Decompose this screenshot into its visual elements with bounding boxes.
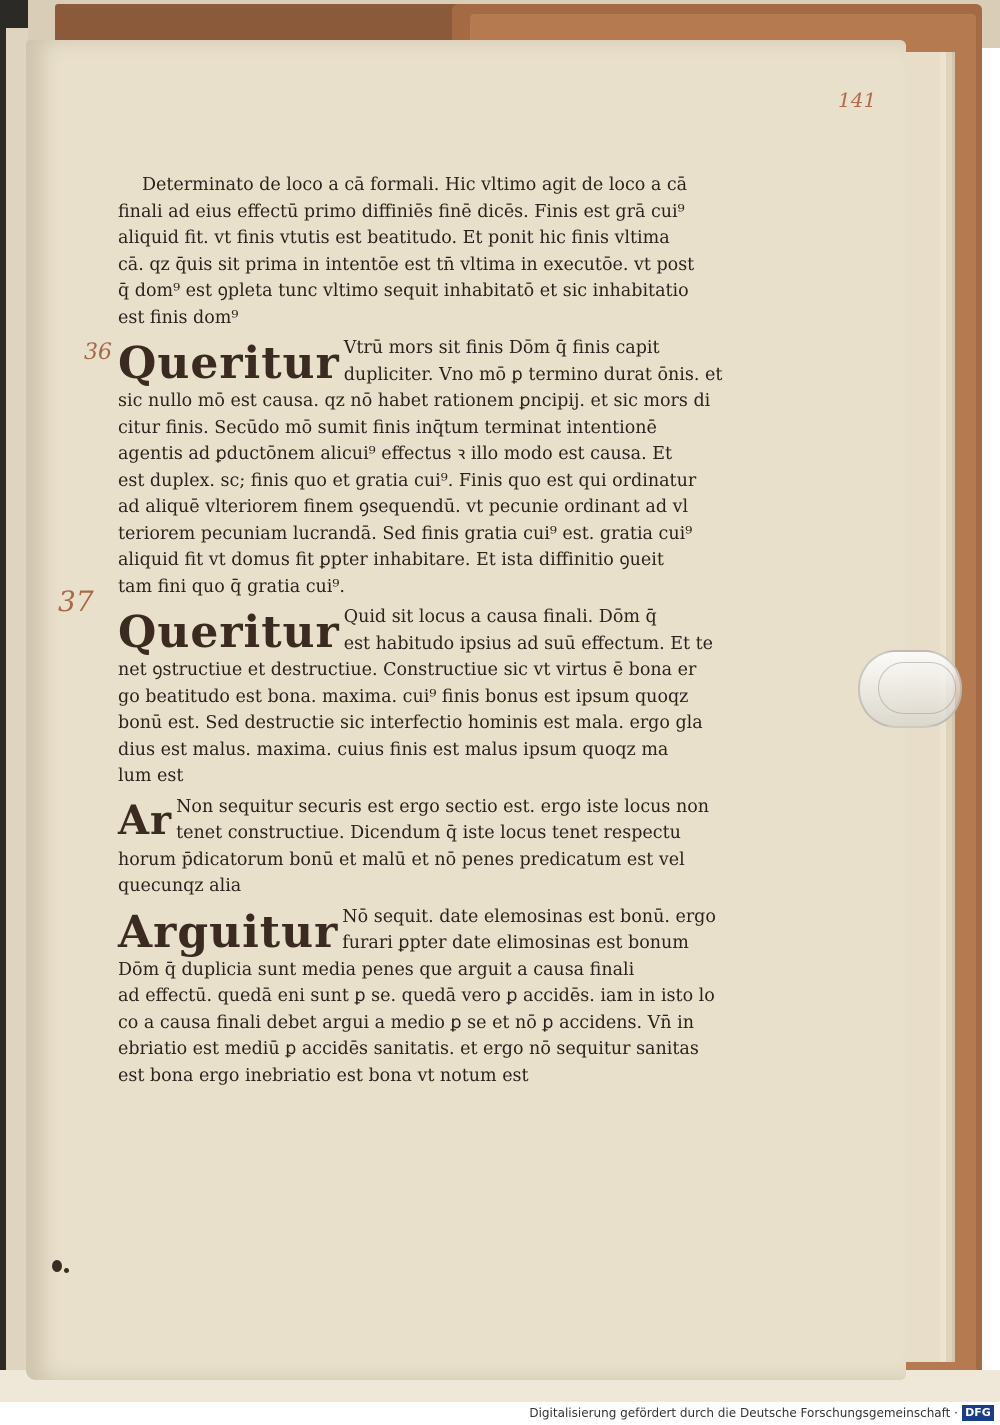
text-line: est duplex. sc; finis quo et gratia cui⁹. Finis quo est qui ordinatur (118, 470, 697, 491)
text-line: ad effectū. quedā eni sunt ꝑ se. quedā vero ꝑ accidēs. iam in isto lo (118, 986, 715, 1006)
text-line: cā. qz q̄uis sit prima in intentōe est tn̄ vltima in executōe. vt post (118, 254, 695, 275)
folio-number: 141 (838, 88, 877, 112)
text-line: furari ꝑpter date elimosinas est bonum (342, 933, 689, 953)
footer-bar (0, 1402, 1000, 1425)
text-line: horum p̄dicatorum bonū et malū et nō penes predicatum est vel (118, 849, 685, 870)
dfg-logo-icon: DFG (962, 1405, 994, 1421)
text-line: dius est malus. maxima. cuius finis est malus ipsum quoqz ma (118, 739, 669, 760)
left-page-sliver (6, 28, 28, 1398)
question-2 (118, 604, 713, 790)
objection-ar (118, 794, 710, 900)
objection-arguitur (118, 904, 716, 1090)
text-line: est bona ergo inebriatio est bona vt notum est (118, 1065, 529, 1086)
text-line: tenet constructiue. Dicendum q̄ iste locus tenet respectu (176, 823, 681, 843)
text-line: est finis dom⁹ (118, 307, 239, 328)
text-line: sic nullo mō est causa. qz nō habet rationem ꝑncipij. et sic mors di (118, 391, 711, 411)
text-line: q̄ dom⁹ est ꝯpleta tunc vltimo sequit inhabitatō et sic inhabitatio (118, 281, 689, 301)
text-line: ad aliquē vlteriorem finem ꝯsequendū. vt pecunie ordinant ad vl (118, 497, 689, 517)
text-line: citur finis. Secūdo mō sumit finis inq̄tum terminat intentionē (118, 417, 657, 438)
text-line: finali ad eius effectū primo diffiniēs finē dicēs. Finis est grā cui⁹ (118, 201, 685, 222)
question-1 (118, 335, 723, 600)
initial-queritur: Queritur (118, 338, 340, 389)
text-line: go beatitudo est bona. maxima. cui⁹ finis bonus est ipsum quoqz (118, 686, 689, 707)
text-line: Non sequitur securis est ergo sectio est. ergo iste locus non (176, 796, 710, 817)
text-line: lum est (118, 766, 184, 786)
text-line: Nō sequit. date elemosinas est bonū. ergo (342, 906, 716, 927)
text-line: agentis ad ꝑductōnem alicui⁹ effectus ꝛ illo modo est causa. Et (118, 444, 672, 464)
intro-paragraph (118, 172, 695, 331)
footer-credit: Digitalisierung gefördert durch die Deutsche Forschungsgemeinschaft · (529, 1406, 958, 1420)
text-line: Dōm q̄ duplicia sunt media penes que arguit a causa finali (118, 959, 635, 980)
text-line: dupliciter. Vno mō ꝑ termino durat ōnis. et (343, 364, 723, 385)
margin-note-37: 37 (58, 585, 94, 618)
initial-ar: Ar (118, 796, 173, 844)
initial-arguitur: Arguitur (118, 906, 339, 958)
text-line: net ꝯstructiue et destructiue. Constructiue sic vt virtus ē bona er (118, 660, 697, 680)
text-line: ebriatio est mediū ꝑ accidēs sanitatis. et ergo nō sequitur sanitas (118, 1039, 699, 1059)
text-block (118, 172, 723, 1089)
text-line: quecunqz alia (118, 876, 242, 896)
text-line: Quid sit locus a causa finali. Dōm q̄ (343, 607, 657, 627)
text-line: est habitudo ipsius ad suū effectum. Et te (343, 633, 713, 654)
ink-stain (52, 1260, 62, 1272)
text-line: Determinato de loco a cā formali. Hic vltimo agit de loco a cā (142, 175, 688, 195)
text-line: aliquid fit. vt finis vtutis est beatitudo. Et ponit hic finis vltima (118, 228, 670, 248)
text-line: co a causa finali debet argui a medio ꝑ se et nō ꝑ accidens. Vn̄ in (118, 1012, 694, 1033)
plastic-clip-inner (878, 662, 956, 714)
margin-note-36: 36 (84, 340, 112, 365)
text-line: bonū est. Sed destructie sic interfectio hominis est mala. ergo gla (118, 713, 703, 733)
ink-stain (64, 1268, 69, 1273)
initial-queritur: Queritur (118, 607, 340, 658)
text-line: Vtrū mors sit finis Dōm q̄ finis capit (343, 338, 660, 358)
text-line: aliquid fit vt domus fit ꝑpter inhabitare. Et ista diffinitio ꝯueit (118, 550, 664, 570)
text-line: tam fini quo q̄ gratia cui⁹. (118, 576, 345, 597)
text-line: teriorem pecuniam lucrandā. Sed finis gratia cui⁹ est. gratia cui⁹ (118, 523, 693, 544)
